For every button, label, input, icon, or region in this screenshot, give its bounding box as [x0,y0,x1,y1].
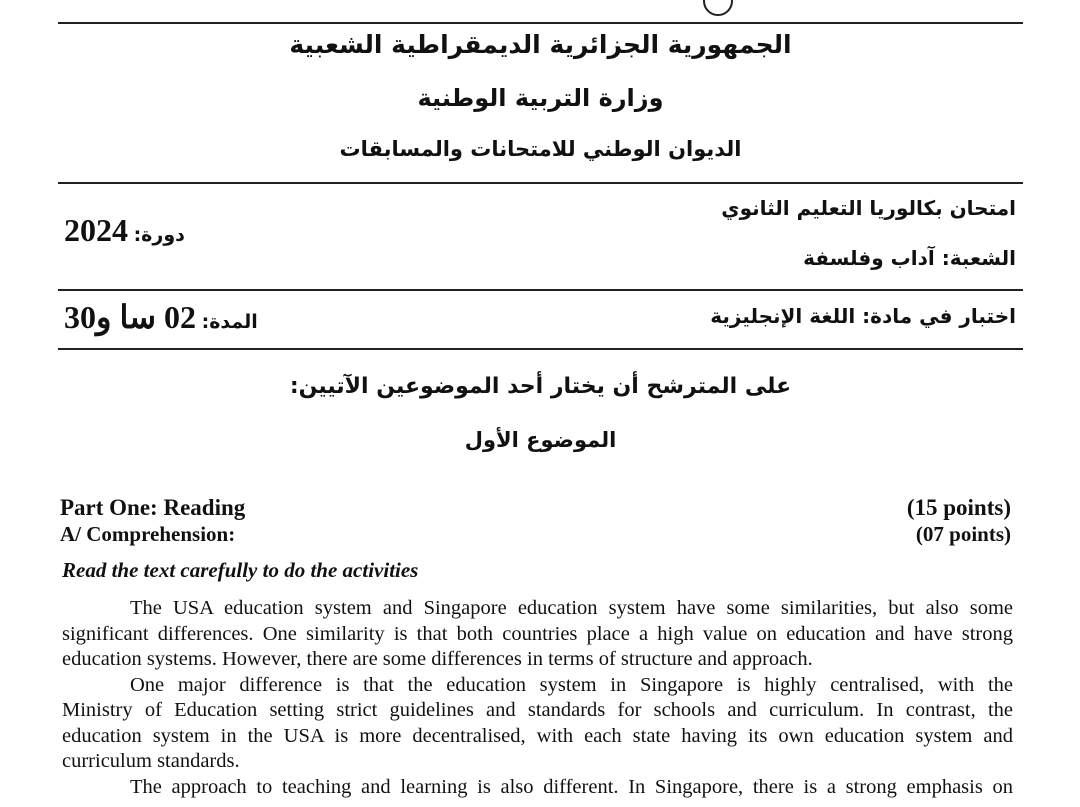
comprehension-row [60,522,1011,547]
emblem-icon [703,0,733,16]
passage-line: One major difference is that the education system in Singapore is highly centralised, with the [130,673,1013,696]
reading-passage [62,596,1013,800]
subject-rule [58,348,1023,350]
part-points: (15 points) [906,495,1011,520]
passage-line: education systems. However, there are some differences in terms of structure and approach. [62,648,813,670]
passage-line: education system in the USA is more decentralised, with each state having its own education system and [62,724,1013,747]
first-topic-title: الموضوع الأول [464,428,617,452]
session [64,212,185,249]
part-title: Part One: Reading [60,495,246,520]
session-year: 2024 [64,212,128,248]
passage-line: curriculum standards. [62,750,240,772]
passage-line: significant differences. One similarity is that both countries place a high value on education and have strong [62,622,1013,645]
duration-label: المدة: [201,311,258,333]
choose-topic-instruction: على المترشح أن يختار أحد الموضوعين الآتيين: [289,374,792,399]
session-label: دورة: [133,224,185,246]
subject: اختبار في مادة: اللغة الإنجليزية [710,304,1016,328]
passage-line: Ministry of Education setting strict guidelines and standards for schools and curriculum. In contrast, the [62,699,1013,721]
comprehension-points: (07 points) [915,522,1011,546]
branch: الشعبة: آداب وفلسفة [803,246,1016,270]
ministry-title: وزارة التربية الوطنية [417,84,664,112]
part-one-row [60,495,1011,521]
republic-title: الجمهورية الجزائرية الديمقراطية الشعبية [289,30,792,59]
duration-value: 02 سا و30 [64,299,197,335]
reading-instruction: Read the text carefully to do the activities [62,558,419,582]
office-title: الديوان الوطني للامتحانات والمسابقات [339,137,742,161]
header-rule [58,182,1023,184]
top-rule [58,22,1023,24]
passage-line: The USA education system and Singapore education system have some similarities, but also some [130,597,1013,619]
exam-name: امتحان بكالوريا التعليم الثانوي [721,196,1016,220]
duration [64,298,258,336]
info-rule [58,289,1023,291]
comprehension-title: A/ Comprehension: [60,522,236,546]
passage-line: The approach to teaching and learning is also different. In Singapore, there is a strong emphasis on [130,775,1013,798]
